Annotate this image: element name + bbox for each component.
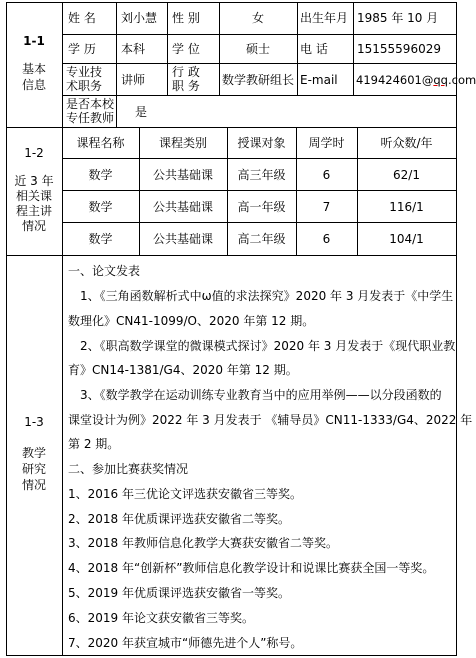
section-title: 相关课 (15, 189, 52, 203)
gender-value: 女 (251, 11, 264, 25)
award-item: 7、2020 年获宣城市“师德先进个人”称号。 (68, 636, 303, 650)
section-code: 1-1 (23, 34, 45, 48)
email-value[interactable]: 419424601@qq.com (356, 73, 476, 87)
weekly-hours: 6 (322, 168, 331, 182)
section-title: 信息 (21, 78, 46, 92)
birth-value: 1985 年 10 月 (357, 11, 439, 25)
section-title: 情况 (21, 219, 46, 233)
course-audience: 高三年级 (237, 168, 286, 182)
paper-item: 数理化》CN41-1099/O、2020 年第 12 期。 (68, 314, 315, 328)
professional-title-value: 讲师 (121, 73, 146, 87)
paper-item: 3、《数学教学在运动训练专业教育当中的应用举例——以分段函数的 (80, 388, 442, 402)
section-code: 1-3 (24, 415, 44, 429)
admin-post-value: 数学教研组长 (222, 73, 295, 87)
fulltime-teacher-label: 专任教师 (66, 111, 115, 125)
fulltime-teacher-label: 是否本校 (66, 97, 115, 111)
course-name: 数学 (88, 200, 113, 214)
audience-count: 104/1 (389, 232, 424, 246)
papers-heading: 一、论文发表 (68, 264, 141, 278)
audience-count: 62/1 (393, 168, 420, 182)
email-label: E-mail (300, 73, 338, 87)
section-title: 程主讲 (15, 204, 52, 218)
birth-label: 出生年月 (300, 11, 349, 25)
education-label: 学 历 (68, 42, 96, 56)
gender-label: 性 别 (172, 11, 200, 25)
audience-count: 116/1 (389, 200, 424, 214)
admin-post-label: 职 务 (172, 79, 200, 93)
phone-value: 15155596029 (357, 42, 441, 56)
award-item: 6、2019 年论文获安徽省三等奖。 (68, 611, 254, 625)
paper-item: 第 2 期。 (68, 437, 120, 451)
award-item: 4、2018 年“创新杯”教师信息化教学设计和说课比赛获全国一等奖。 (68, 561, 435, 575)
column-header: 课程类别 (158, 136, 207, 150)
phone-label: 电 话 (300, 42, 328, 56)
section-title: 教学 (21, 446, 46, 460)
paper-item: 1、《三角函数解析式中ω值的求法探究》2020 年 3 月发表于《中学生 (80, 289, 454, 303)
column-header: 周学时 (308, 136, 345, 150)
course-type: 公共基础课 (152, 200, 213, 214)
column-header: 授课对象 (237, 136, 286, 150)
award-item: 2、2018 年优质课评选获安徽省二等奖。 (68, 512, 290, 526)
fulltime-teacher-value: 是 (135, 105, 148, 119)
section-code: 1-2 (24, 146, 44, 160)
award-item: 5、2019 年优质课评选获安徽省一等奖。 (68, 586, 290, 600)
education-value: 本科 (121, 42, 146, 56)
course-type: 公共基础课 (152, 168, 213, 182)
degree-label: 学 位 (172, 42, 200, 56)
name-value: 刘小慧 (121, 11, 158, 25)
section-title: 研究 (21, 462, 46, 476)
professional-title-label: 术职务 (66, 79, 103, 93)
section-title: 近 3 年 (14, 174, 54, 188)
column-header: 听众数/年 (380, 136, 433, 150)
degree-value: 硕士 (245, 42, 270, 56)
award-item: 3、2018 年教师信息化教学大赛获安徽省二等奖。 (68, 536, 338, 550)
weekly-hours: 6 (322, 232, 331, 246)
course-type: 公共基础课 (152, 232, 213, 246)
paper-item: 育》CN14-1381/G4、2020 年第 12 期。 (68, 363, 298, 377)
award-item: 1、2016 年三优论文评选获安徽省三等奖。 (68, 487, 302, 501)
admin-post-label: 行 政 (172, 65, 200, 79)
column-header: 课程名称 (76, 136, 125, 150)
awards-heading: 二、参加比赛获奖情况 (68, 462, 189, 476)
course-name: 数学 (88, 232, 113, 246)
professional-title-label: 专业技 (66, 65, 103, 79)
paper-item: 课堂设计为例》2022 年 3 月发表于 《辅导员》CN11-1333/G4、2022 年 (68, 413, 473, 427)
course-audience: 高二年级 (237, 232, 286, 246)
section-title: 基本 (21, 62, 46, 76)
section-title: 情况 (21, 478, 46, 492)
name-label: 姓 名 (68, 11, 96, 25)
course-audience: 高一年级 (237, 200, 286, 214)
weekly-hours: 7 (322, 200, 331, 214)
paper-item: 2、《职高数学课堂的微课模式探讨》2020 年 3 月发表于《现代职业教 (80, 339, 456, 353)
course-name: 数学 (88, 168, 113, 182)
